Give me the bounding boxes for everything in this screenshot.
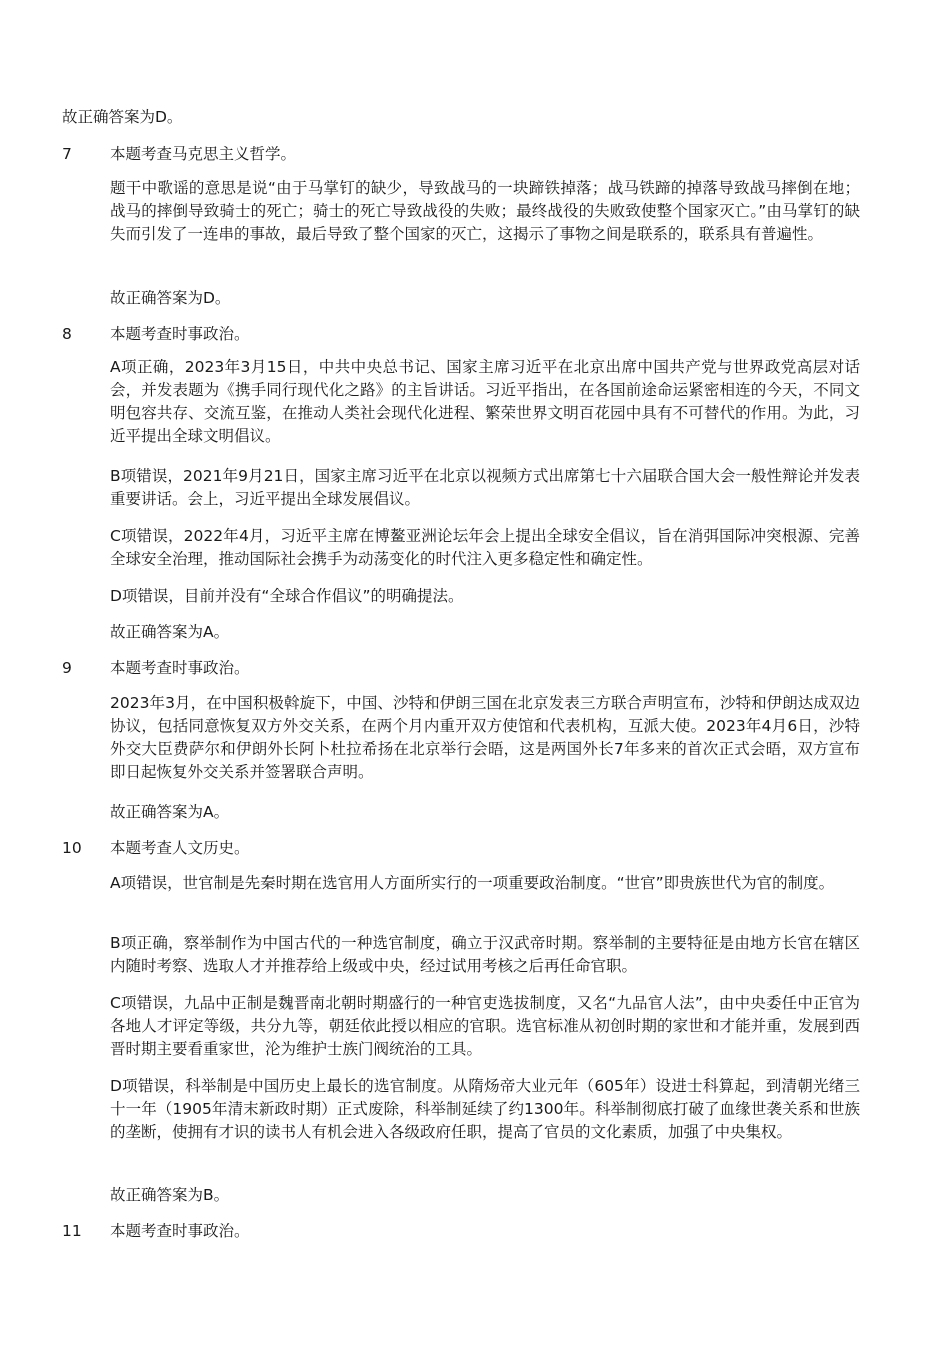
answer-line: 故正确答案为B。 bbox=[110, 1186, 230, 1204]
explanation-paragraph: 2023年3月，在中国积极斡旋下，中国、沙特和伊朗三国在北京发表三方联合声明宣布，沙特和伊朗达成双边协议，包括同意恢复双方外交关系，在两个月内重开双方使馆和代表机构，互派大使。2023年4月6日，沙特外交大臣费萨尔和伊朗外长阿卜杜拉希扬在北京举行会晤，这是两国外长7年多来的首次正式会晤，双方宣布即日起恢复外交关系并签署联合声明。 bbox=[110, 694, 860, 781]
question-heading: 本题考查时事政治。 bbox=[110, 1222, 250, 1240]
question-number: 9 bbox=[62, 659, 72, 677]
answer-line: 故正确答案为D。 bbox=[110, 289, 231, 307]
explanation-paragraph: C项错误，2022年4月，习近平主席在博鳌亚洲论坛年会上提出全球安全倡议，旨在消弭国际冲突根源、完善全球安全治理，推动国际社会携手为动荡变化的时代注入更多稳定性和确定性。 bbox=[110, 527, 860, 568]
explanation-paragraph: D项错误，目前并没有“全球合作倡议”的明确提法。 bbox=[110, 587, 464, 605]
explanation-paragraph: A项正确，2023年3月15日，中共中央总书记、国家主席习近平在北京出席中国共产党与世界政党高层对话会，并发表题为《携手同行现代化之路》的主旨讲话。习近平指出，在各国前途命运紧密相连的今天，不同文明包容共存、交流互鉴，在推动人类社会现代化进程、繁荣世界文明百花园中具有不可替代的作用。为此，习近平提出全球文明倡议。 bbox=[110, 358, 860, 445]
question-heading: 本题考查时事政治。 bbox=[110, 325, 250, 343]
answer-line: 故正确答案为D。 bbox=[62, 108, 183, 126]
explanation-paragraph: A项错误，世官制是先秦时期在选官用人方面所实行的一项重要政治制度。“世官”即贵族世代为官的制度。 bbox=[110, 874, 835, 892]
explanation-paragraph: B项正确，察举制作为中国古代的一种选官制度，确立于汉武帝时期。察举制的主要特征是由地方长官在辖区内随时考察、选取人才并推荐给上级或中央，经过试用考核之后再任命官职。 bbox=[110, 934, 860, 975]
question-number: 7 bbox=[62, 145, 72, 163]
question-number: 10 bbox=[62, 839, 82, 857]
explanation-paragraph: D项错误，科举制是中国历史上最长的选官制度。从隋炀帝大业元年（605年）设进士科算起，到清朝光绪三十一年（1905年清末新政时期）正式废除，科举制延续了约1300年。科举制彻底打破了血缘世袭关系和世族的垄断，使拥有才识的读书人有机会进入各级政府任职，提高了官员的文化素质，加强了中央集权。 bbox=[110, 1077, 860, 1141]
answer-line: 故正确答案为A。 bbox=[110, 623, 230, 641]
explanation-paragraph: 题干中歌谣的意思是说“由于马掌钉的缺少，导致战马的一块蹄铁掉落；战马铁蹄的掉落导致战马摔倒在地；战马的摔倒导致骑士的死亡；骑士的死亡导致战役的失败；最终战役的失败致使整个国家灭亡。”由马掌钉的缺失而引发了一连串的事故，最后导致了整个国家的灭亡，这揭示了事物之间是联系的，联系具有普遍性。 bbox=[110, 179, 860, 243]
explanation-paragraph: B项错误，2021年9月21日，国家主席习近平在北京以视频方式出席第七十六届联合国大会一般性辩论并发表重要讲话。会上，习近平提出全球发展倡议。 bbox=[110, 467, 860, 508]
question-heading: 本题考查马克思主义哲学。 bbox=[110, 145, 297, 163]
question-number: 11 bbox=[62, 1222, 82, 1240]
answer-line: 故正确答案为A。 bbox=[110, 803, 230, 821]
question-heading: 本题考查人文历史。 bbox=[110, 839, 250, 857]
question-number: 8 bbox=[62, 325, 72, 343]
explanation-paragraph: C项错误，九品中正制是魏晋南北朝时期盛行的一种官吏选拔制度，又名“九品官人法”，由中央委任中正官为各地人才评定等级，共分九等，朝廷依此授以相应的官职。选官标准从初创时期的家世和才能并重，发展到西晋时期主要看重家世，沦为维护士族门阀统治的工具。 bbox=[110, 994, 860, 1058]
question-heading: 本题考查时事政治。 bbox=[110, 659, 250, 677]
